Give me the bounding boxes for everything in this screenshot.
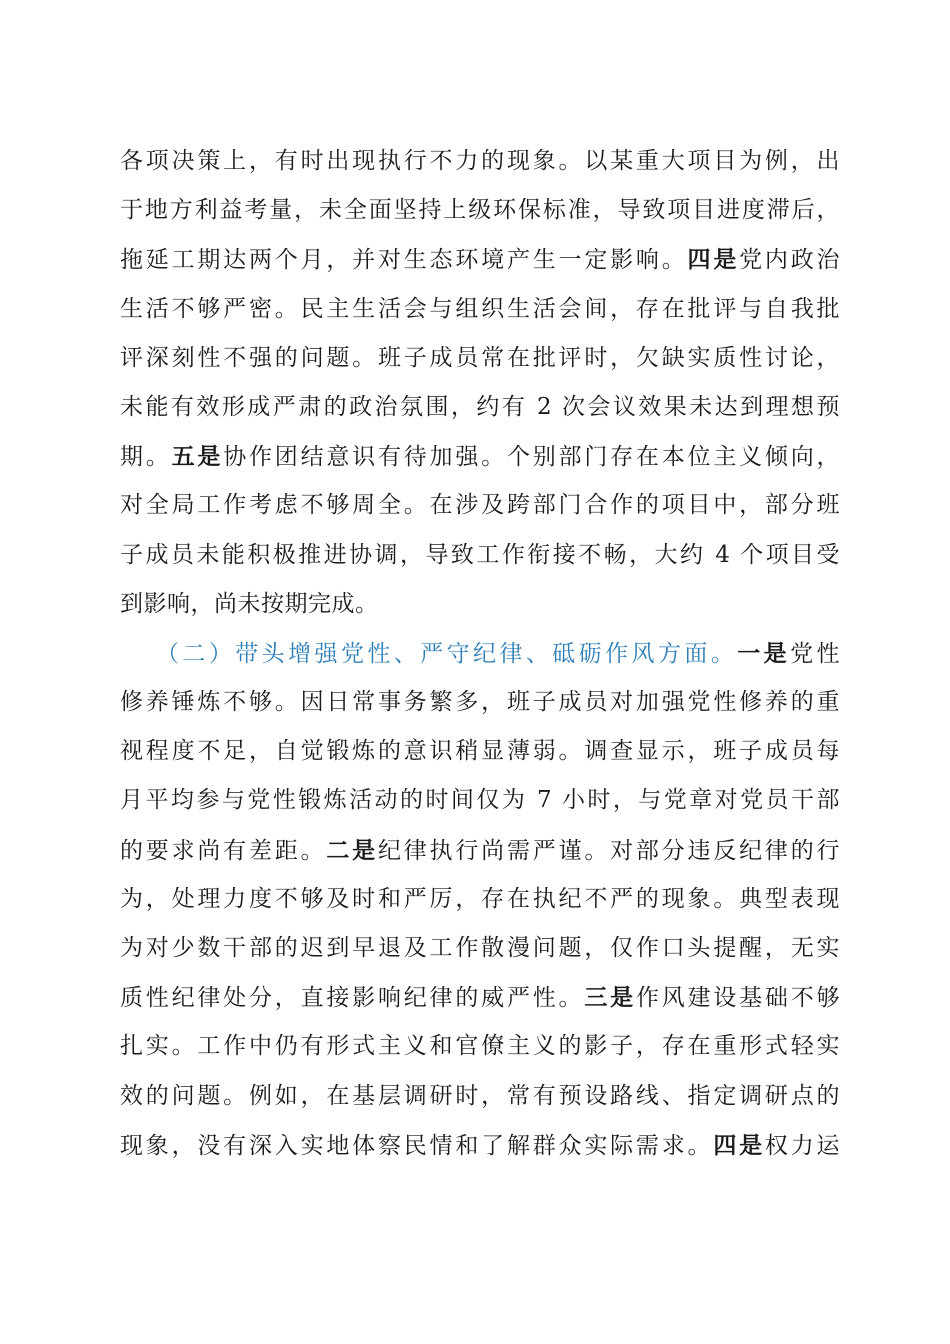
text-line <box>120 580 840 629</box>
text-segment: 拖延工期达两个月，并对生态环境产生一定影响。 <box>120 247 688 274</box>
text-segment: 期。 <box>120 444 172 471</box>
bold-keyword: 五是 <box>171 443 224 471</box>
text-segment: 的要求尚有差距。 <box>120 837 327 864</box>
text-segment: 权力运 <box>764 1132 841 1159</box>
text-segment: 扎实。工作中仍有形式主义和官僚主义的影子，存在重形式轻实 <box>120 1033 840 1060</box>
text-segment: 协作团结意识有待加强。个别部门存在本位主义倾向， <box>223 444 841 471</box>
text-line <box>120 531 840 580</box>
text-line <box>120 678 840 727</box>
text-segment: 月平均参与党性锻炼活动的时间仅为 7 小时，与党章对党员干部 <box>120 787 840 814</box>
text-segment: 为，处理力度不够及时和严厉，存在执纪不严的现象。典型表现 <box>120 885 840 912</box>
text-segment: 各项决策上，有时出现执行不力的现象。以某重大项目为例，出 <box>120 148 840 174</box>
text-line <box>120 776 840 825</box>
text-line <box>120 1072 840 1121</box>
text-line <box>120 826 840 875</box>
text-line <box>120 727 840 776</box>
body-text <box>120 137 840 1170</box>
text-segment: 于地方利益考量，未全面坚持上级环保标准，导致项目进度滞后， <box>120 197 840 224</box>
text-line <box>120 334 840 383</box>
text-segment: 党性 <box>790 640 841 667</box>
text-line <box>120 629 840 678</box>
text-segment: 党内政治 <box>739 247 841 274</box>
text-segment: 子成员未能积极推进协调，导致工作衔接不畅，大约 4 个项目受 <box>120 541 840 568</box>
text-segment: 对全局工作考虑不够周全。在涉及跨部门合作的项目中，部分班 <box>120 492 840 519</box>
section-heading: （二）带头增强党性、严守纪律、砥砺作风方面。 <box>156 640 738 667</box>
text-segment: 现象，没有深入实地体察民情和了解群众实际需求。 <box>120 1132 714 1159</box>
text-line <box>120 432 840 481</box>
text-segment: 为对少数干部的迟到早退及工作散漫问题，仅作口头提醒，无实 <box>120 935 840 961</box>
text-line <box>120 1121 840 1170</box>
text-line <box>120 186 840 235</box>
text-segment: 生活不够严密。民主生活会与组织生活会间，存在批评与自我批 <box>120 295 840 322</box>
bold-keyword: 四是 <box>713 1131 765 1159</box>
text-segment: 到影响，尚未按期完成。 <box>120 590 379 617</box>
text-line <box>120 235 840 284</box>
text-segment: 未能有效形成严肃的政治氛围，约有 2 次会议效果未达到理想预 <box>120 393 840 420</box>
text-segment: 视程度不足，自觉锻炼的意识稍显薄弱。调查显示，班子成员每 <box>120 738 840 765</box>
text-line <box>120 1022 840 1071</box>
text-segment: 效的问题。例如，在基层调研时，常有预设路线、指定调研点的 <box>120 1082 840 1109</box>
text-segment: 评深刻性不强的问题。班子成员常在批评时，欠缺实质性讨论， <box>120 344 840 371</box>
text-line <box>120 285 840 334</box>
text-segment: 作风建设基础不够 <box>635 985 841 1012</box>
text-line <box>120 137 840 186</box>
text-line <box>120 973 840 1022</box>
bold-keyword: 三是 <box>584 984 636 1012</box>
text-segment: 纪律执行尚需严谨。对部分违反纪律的行 <box>377 837 841 864</box>
bold-keyword: 二是 <box>326 836 378 864</box>
text-line <box>120 481 840 530</box>
text-line <box>120 875 840 924</box>
text-segment: 修养锤炼不够。因日常事务繁多，班子成员对加强党性修养的重 <box>120 689 840 716</box>
text-line <box>120 383 840 432</box>
text-line <box>120 924 840 973</box>
text-segment: 质性纪律处分，直接影响纪律的威严性。 <box>120 985 585 1012</box>
bold-keyword: 一是 <box>737 639 791 667</box>
bold-keyword: 四是 <box>687 246 740 274</box>
